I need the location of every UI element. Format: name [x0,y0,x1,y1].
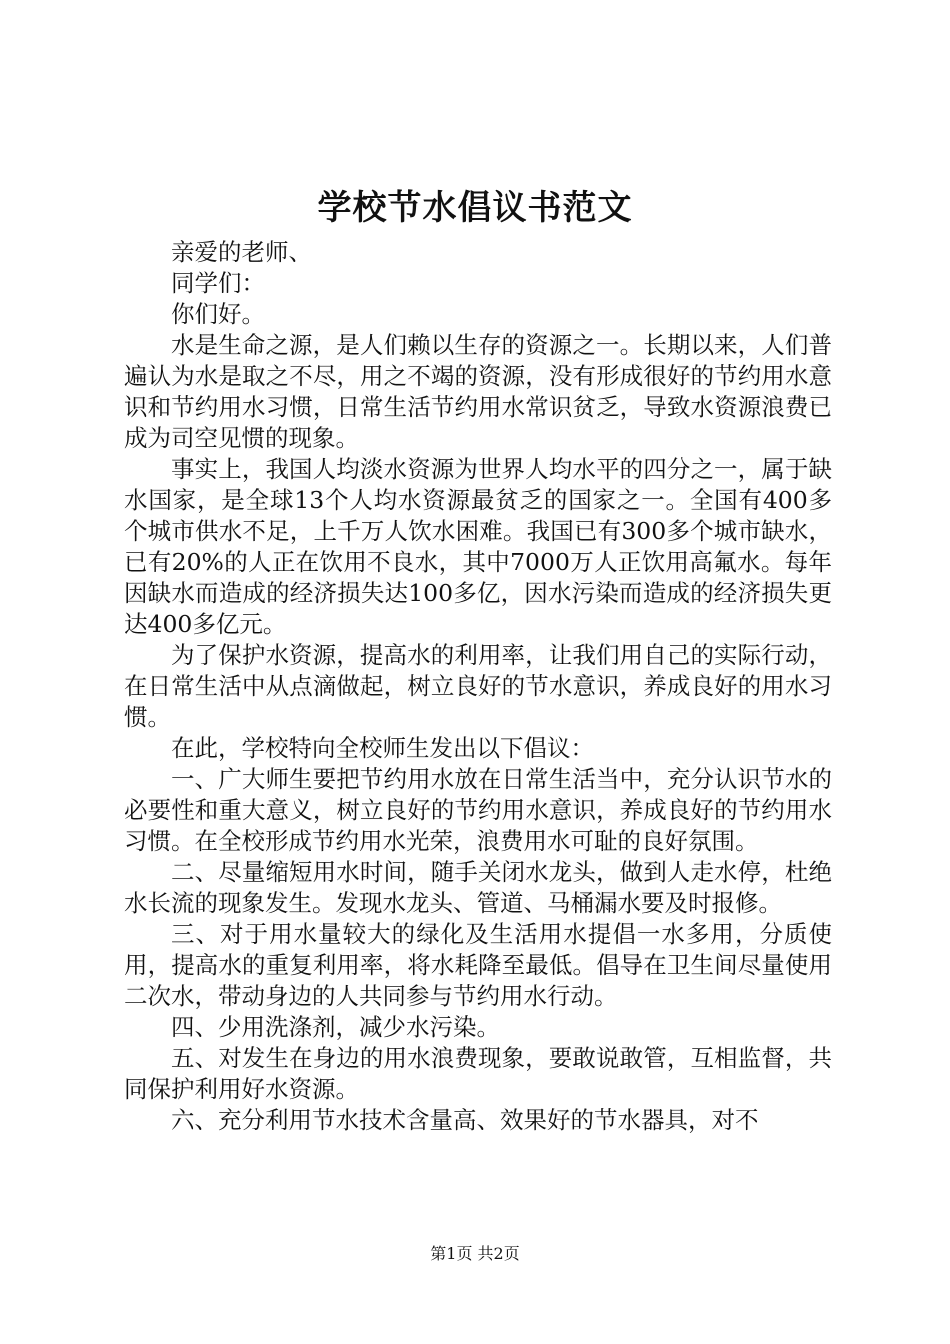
paragraph: 五、对发生在身边的用水浪费现象，要敢说敢管，互相监督，共同保护利用好水资源。 [124,1044,832,1103]
page-number-footer: 第1页 共2页 [430,1244,520,1263]
paragraph: 一、广大师生要把节约用水放在日常生活当中，充分认识节水的必要性和重大意义，树立良好的节约用水意识，养成良好的节约用水习惯。在全校形成节约用水光荣，浪费用水可耻的良好氛围。 [124,765,832,855]
paragraph: 同学们： [171,269,265,297]
paragraph: 水是生命之源，是人们赖以生存的资源之一。长期以来，人们普遍认为水是取之不尽，用之不竭的资源，没有形成很好的节约用水意识和节约用水习惯，日常生活节约用水常识贫乏，导致水资源浪费已成为司空见惯的现象。 [124,331,832,452]
paragraph: 亲爱的老师、 [171,238,312,266]
document-body [124,237,832,1136]
paragraph: 在此，学校特向全校师生发出以下倡议： [171,734,594,762]
document-title: 学校节水倡议书范文 [317,188,633,228]
paragraph: 事实上，我国人均淡水资源为世界人均水平的四分之一，属于缺水国家，是全球13个人均水资源最贫乏的国家之一。全国有400多个城市供水不足，上千万人饮水困难。我国已有300多个城市缺水，已有20%的人正在饮用不良水，其中7000万人正饮用高氟水。每年因缺水而造成的经济损失达100多亿，因水污染而造成的经济损失更达400多亿元。 [124,455,832,638]
paragraph: 四、少用洗涤剂，减少水污染。 [171,1013,500,1041]
paragraph: 三、对于用水量较大的绿化及生活用水提倡一水多用，分质使用，提高水的重复利用率，将水耗降至最低。倡导在卫生间尽量使用二次水，带动身边的人共同参与节约用水行动。 [124,920,832,1010]
paragraph: 二、尽量缩短用水时间，随手关闭水龙头，做到人走水停，杜绝水长流的现象发生。发现水龙头、管道、马桶漏水要及时报修。 [124,858,832,917]
paragraph: 六、充分利用节水技术含量高、效果好的节水器具，对不 [171,1106,759,1134]
paragraph: 你们好。 [171,300,265,328]
paragraph: 为了保护水资源，提高水的利用率，让我们用自己的实际行动，在日常生活中从点滴做起，树立良好的节水意识，养成良好的用水习惯。 [124,641,832,731]
